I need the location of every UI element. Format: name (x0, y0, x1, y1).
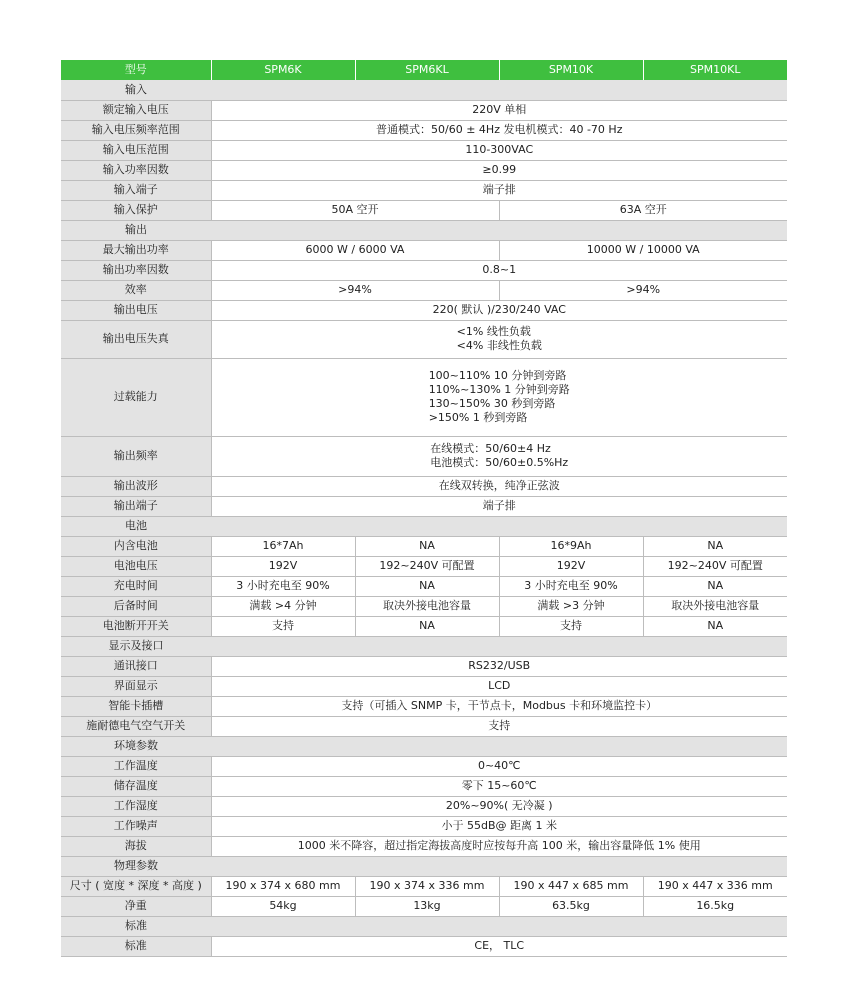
value-text: 190 x 447 x 685 mm (513, 879, 629, 892)
table-row (61, 876, 787, 896)
value-text: 13kg (413, 899, 441, 912)
value-lines (502, 619, 641, 633)
row-label: 输出端子 (61, 496, 211, 516)
header-cell-spm10kl: SPM10KL (643, 60, 787, 80)
value-lines (214, 123, 786, 137)
value-cell (211, 160, 787, 180)
value-cell (499, 876, 643, 896)
row-label: 输入功率因数 (61, 160, 211, 180)
value-cell (355, 876, 499, 896)
value-text: 普通模式：50/60 ± 4Hz 发电机模式：40 -70 Hz (376, 123, 623, 136)
value-cell (211, 616, 355, 636)
row-label: 输出频率 (61, 436, 211, 476)
value-cell (211, 656, 787, 676)
value-lines (214, 879, 353, 893)
table-row (61, 536, 787, 556)
value-cell (355, 616, 499, 636)
value-text: 1000 米不降容，超过指定海拔高度时应按每升高 100 米，输出容量降低 1% 使用 (297, 839, 701, 852)
value-text: 取决外接电池容量 (671, 599, 760, 612)
value-lines (214, 163, 786, 177)
value-lines (214, 619, 353, 633)
section-title: 电池 (61, 516, 211, 536)
value-lines (502, 539, 641, 553)
table-row (61, 200, 787, 220)
value-text: 支持（可插入 SNMP 卡，干节点卡，Modbus 卡和环境监控卡） (341, 699, 658, 712)
value-text: 130~150% 30 秒到旁路 (428, 397, 556, 410)
row-label: 电池断开开关 (61, 616, 211, 636)
row-label: 输出电压失真 (61, 320, 211, 358)
value-cell (211, 320, 787, 358)
value-text: 在线模式：50/60±4 Hz (430, 442, 551, 455)
value-lines (214, 579, 353, 593)
value-lines (214, 479, 786, 493)
value-cell (643, 616, 787, 636)
value-cell (643, 576, 787, 596)
value-lines (646, 879, 786, 893)
row-label: 尺寸 ( 宽度 * 深度 * 高度 ) (61, 876, 211, 896)
value-cell (499, 200, 787, 220)
header-cell-model: 型号 (61, 60, 211, 80)
row-label: 海拔 (61, 836, 211, 856)
value-cell (211, 816, 787, 836)
value-cell (499, 896, 643, 916)
value-cell (211, 876, 355, 896)
value-text: 满载 >4 分钟 (249, 599, 317, 612)
row-label: 过载能力 (61, 358, 211, 436)
table-row (61, 496, 787, 516)
table-row (61, 180, 787, 200)
value-lines (502, 243, 786, 257)
value-text: <1% 线性负载 (456, 325, 531, 338)
spec-table-body (61, 80, 787, 956)
section-row (61, 220, 787, 240)
value-text: NA (419, 539, 435, 552)
value-lines (214, 203, 497, 217)
section-fill (211, 636, 787, 656)
value-text: LCD (488, 679, 511, 692)
value-lines (214, 719, 786, 733)
value-text: 16*9Ah (550, 539, 592, 552)
table-row (61, 936, 787, 956)
table-row (61, 596, 787, 616)
value-cell (211, 496, 787, 516)
table-row (61, 320, 787, 358)
value-cell (211, 696, 787, 716)
table-row (61, 300, 787, 320)
value-text: 端子排 (482, 183, 516, 196)
table-row (61, 280, 787, 300)
value-text: 在线双转换，纯净正弦波 (438, 479, 560, 492)
section-fill (211, 856, 787, 876)
value-cell (355, 536, 499, 556)
table-row (61, 796, 787, 816)
value-cell (211, 300, 787, 320)
value-text: 190 x 447 x 336 mm (657, 879, 773, 892)
table-row (61, 260, 787, 280)
value-cell (499, 596, 643, 616)
value-cell (499, 536, 643, 556)
value-cell (211, 140, 787, 160)
value-cell (211, 358, 787, 436)
section-title: 环境参数 (61, 736, 211, 756)
value-lines (214, 103, 786, 117)
spec-table (61, 60, 787, 957)
value-lines (457, 325, 542, 353)
value-cell (211, 536, 355, 556)
table-row (61, 436, 787, 476)
table-row (61, 696, 787, 716)
value-text: <4% 非线性负载 (456, 339, 542, 352)
value-cell (211, 836, 787, 856)
row-label: 工作温度 (61, 756, 211, 776)
value-text: NA (707, 539, 724, 552)
section-row (61, 916, 787, 936)
value-text: 220V 单相 (472, 103, 527, 116)
value-lines (358, 579, 497, 593)
value-text: 220( 默认 )/230/240 VAC (432, 303, 566, 316)
value-cell (211, 596, 355, 616)
value-text: 电池模式：50/60±0.5%Hz (430, 456, 569, 469)
section-row (61, 516, 787, 536)
table-row (61, 676, 787, 696)
value-text: 50A 空开 (331, 203, 379, 216)
value-text: 190 x 374 x 336 mm (369, 879, 485, 892)
row-label: 施耐德电气空气开关 (61, 716, 211, 736)
header-cell-spm6kl: SPM6KL (355, 60, 499, 80)
table-row (61, 756, 787, 776)
value-cell (211, 756, 787, 776)
table-row (61, 476, 787, 496)
value-cell (643, 596, 787, 616)
section-fill (211, 80, 787, 100)
row-label: 智能卡插槽 (61, 696, 211, 716)
value-lines (430, 442, 568, 470)
value-text: 0~40℃ (477, 759, 521, 772)
value-lines (214, 559, 353, 573)
value-lines (646, 599, 786, 613)
value-cell (499, 616, 643, 636)
value-text: >150% 1 秒到旁路 (428, 411, 528, 424)
value-lines (502, 879, 641, 893)
row-label: 输入保护 (61, 200, 211, 220)
table-row (61, 358, 787, 436)
value-lines (214, 183, 786, 197)
table-row (61, 776, 787, 796)
value-text: 端子排 (482, 499, 516, 512)
value-lines (214, 799, 786, 813)
value-cell (499, 280, 787, 300)
value-cell (355, 576, 499, 596)
value-lines (214, 939, 786, 953)
value-cell (211, 240, 499, 260)
value-text: 110-300VAC (465, 143, 534, 156)
row-label: 输出功率因数 (61, 260, 211, 280)
row-label: 界面显示 (61, 676, 211, 696)
value-text: 192~240V 可配置 (379, 559, 475, 572)
value-lines (502, 899, 641, 913)
value-lines (646, 899, 786, 913)
value-text: RS232/USB (468, 659, 531, 672)
value-text: 110%~130% 1 分钟到旁路 (428, 383, 570, 396)
value-text: 6000 W / 6000 VA (305, 243, 405, 256)
value-cell (355, 556, 499, 576)
value-cell (211, 556, 355, 576)
value-text: 满载 >3 分钟 (537, 599, 605, 612)
value-lines (358, 619, 497, 633)
value-text: 190 x 374 x 680 mm (225, 879, 341, 892)
value-cell (355, 596, 499, 616)
table-row (61, 656, 787, 676)
row-label: 后备时间 (61, 596, 211, 616)
spec-table-header (61, 60, 787, 80)
table-row (61, 120, 787, 140)
section-row (61, 856, 787, 876)
value-lines (214, 699, 786, 713)
value-cell (643, 536, 787, 556)
row-label: 净重 (61, 896, 211, 916)
section-title: 物理参数 (61, 856, 211, 876)
value-lines (358, 599, 497, 613)
value-lines (214, 283, 497, 297)
value-cell (211, 796, 787, 816)
value-lines (214, 819, 786, 833)
value-text: 20%~90%( 无冷凝 ) (445, 799, 553, 812)
row-label: 效率 (61, 280, 211, 300)
table-row (61, 576, 787, 596)
value-lines (502, 203, 786, 217)
value-lines (646, 619, 786, 633)
row-label: 输入电压范围 (61, 140, 211, 160)
row-label: 标准 (61, 936, 211, 956)
value-cell (499, 556, 643, 576)
row-label: 内含电池 (61, 536, 211, 556)
value-text: NA (419, 619, 435, 632)
section-row (61, 636, 787, 656)
table-row (61, 716, 787, 736)
value-text: NA (707, 619, 724, 632)
table-row (61, 556, 787, 576)
value-lines (358, 559, 497, 573)
value-cell (211, 676, 787, 696)
value-lines (646, 579, 786, 593)
table-row (61, 240, 787, 260)
value-cell (499, 576, 643, 596)
value-text: 16.5kg (696, 899, 735, 912)
value-cell (211, 280, 499, 300)
value-cell (211, 120, 787, 140)
section-title: 标准 (61, 916, 211, 936)
header-cell-spm6k: SPM6K (211, 60, 355, 80)
section-fill (211, 736, 787, 756)
value-lines (214, 499, 786, 513)
value-lines (358, 899, 497, 913)
value-lines (358, 879, 497, 893)
row-label: 输出波形 (61, 476, 211, 496)
value-text: >94% (626, 283, 661, 296)
row-label: 工作噪声 (61, 816, 211, 836)
value-lines (214, 263, 786, 277)
value-text: NA (707, 579, 724, 592)
value-lines (214, 303, 786, 317)
section-row (61, 736, 787, 756)
value-text: 支持 (560, 619, 582, 632)
table-row (61, 896, 787, 916)
value-text: 支持 (488, 719, 511, 732)
value-cell (211, 260, 787, 280)
value-text: 取决外接电池容量 (383, 599, 471, 612)
value-cell (643, 556, 787, 576)
value-text: 零下 15~60℃ (461, 779, 537, 792)
value-text: 192V (556, 559, 586, 572)
row-label: 输入电压频率范围 (61, 120, 211, 140)
table-row (61, 836, 787, 856)
value-lines (214, 659, 786, 673)
row-label: 充电时间 (61, 576, 211, 596)
value-text: 3 小时充电至 90% (524, 579, 618, 592)
value-cell (211, 576, 355, 596)
table-row (61, 816, 787, 836)
value-text: 54kg (269, 899, 297, 912)
value-cell (211, 436, 787, 476)
section-title: 显示及接口 (61, 636, 211, 656)
value-text: 192V (268, 559, 298, 572)
value-text: ≥0.99 (482, 163, 517, 176)
row-label: 储存温度 (61, 776, 211, 796)
row-label: 工作湿度 (61, 796, 211, 816)
value-text: 63A 空开 (619, 203, 667, 216)
value-text: 100~110% 10 分钟到旁路 (428, 369, 567, 382)
value-lines (502, 559, 641, 573)
row-label: 输入端子 (61, 180, 211, 200)
value-lines (214, 143, 786, 157)
value-lines (646, 539, 786, 553)
value-lines (214, 759, 786, 773)
section-title: 输出 (61, 220, 211, 240)
table-row (61, 140, 787, 160)
value-lines (358, 539, 497, 553)
value-lines (646, 559, 786, 573)
value-cell (643, 896, 787, 916)
table-row (61, 100, 787, 120)
value-cell (499, 240, 787, 260)
value-text: 支持 (272, 619, 294, 632)
value-cell (211, 936, 787, 956)
value-cell (355, 896, 499, 916)
value-lines (214, 243, 497, 257)
row-label: 电池电压 (61, 556, 211, 576)
value-lines (502, 579, 641, 593)
table-row (61, 616, 787, 636)
value-lines (502, 599, 641, 613)
row-label: 输出电压 (61, 300, 211, 320)
value-text: NA (419, 579, 435, 592)
section-fill (211, 220, 787, 240)
row-label: 最大输出功率 (61, 240, 211, 260)
value-cell (211, 100, 787, 120)
value-text: 63.5kg (552, 899, 590, 912)
table-row (61, 160, 787, 180)
value-cell (211, 896, 355, 916)
section-fill (211, 916, 787, 936)
value-lines (502, 283, 786, 297)
value-cell (211, 180, 787, 200)
value-text: CE， TLC (474, 939, 525, 952)
value-lines (214, 679, 786, 693)
value-cell (211, 776, 787, 796)
section-row (61, 80, 787, 100)
section-fill (211, 516, 787, 536)
value-text: 0.8~1 (482, 263, 517, 276)
section-title: 输入 (61, 80, 211, 100)
value-lines (214, 839, 786, 853)
value-lines (214, 899, 353, 913)
value-lines (214, 779, 786, 793)
row-label: 额定输入电压 (61, 100, 211, 120)
value-text: >94% (338, 283, 372, 296)
value-text: 10000 W / 10000 VA (586, 243, 700, 256)
value-lines (429, 369, 570, 425)
value-text: 192~240V 可配置 (667, 559, 763, 572)
value-cell (211, 476, 787, 496)
value-cell (211, 716, 787, 736)
value-cell (211, 200, 499, 220)
value-text: 3 小时充电至 90% (236, 579, 330, 592)
value-text: 小于 55dB@ 距离 1 米 (441, 819, 557, 832)
value-cell (643, 876, 787, 896)
row-label: 通讯接口 (61, 656, 211, 676)
value-lines (214, 599, 353, 613)
header-cell-spm10k: SPM10K (499, 60, 643, 80)
value-lines (214, 539, 353, 553)
value-text: 16*7Ah (262, 539, 304, 552)
